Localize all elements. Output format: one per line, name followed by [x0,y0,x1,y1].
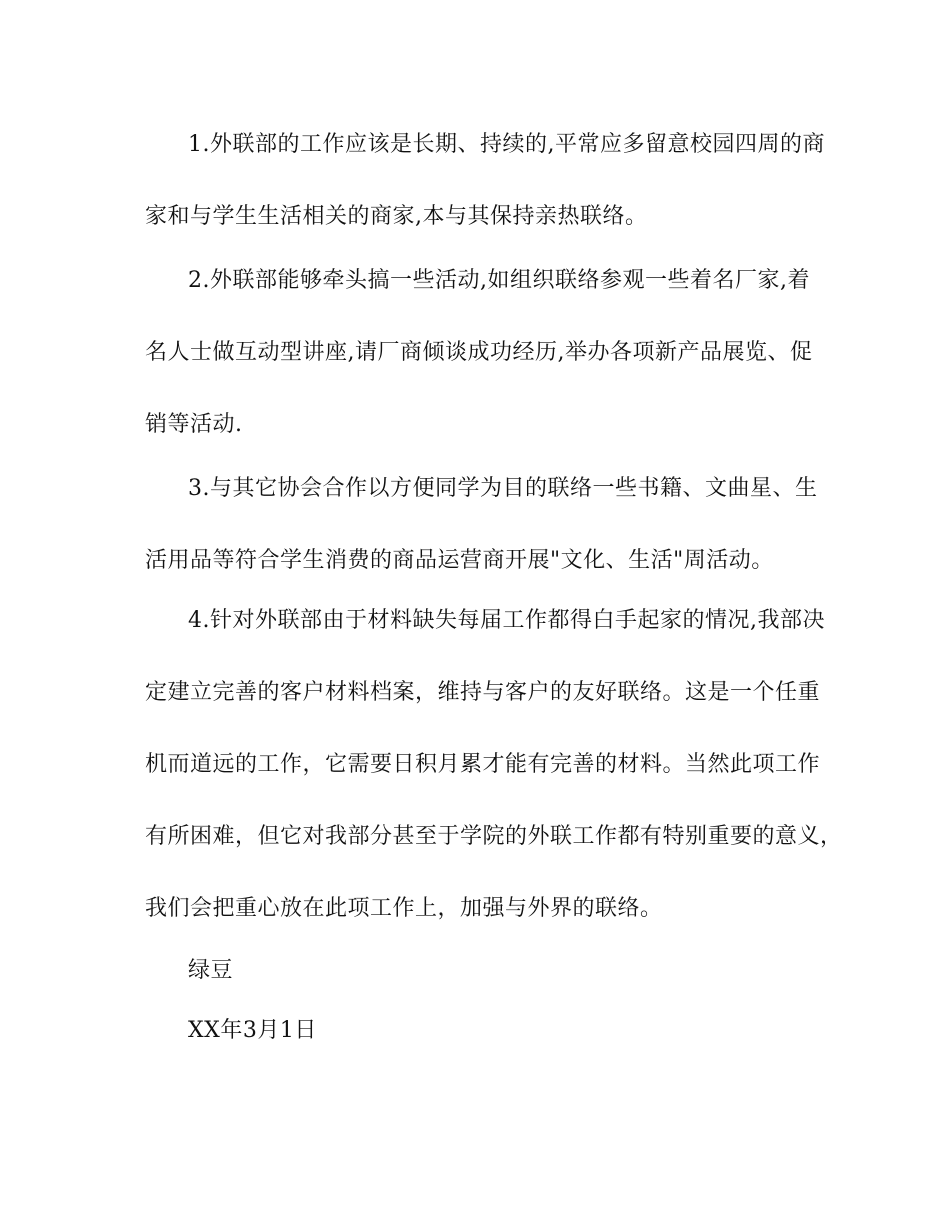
paragraph-4-line-4: 有所困难，但它对我部分甚至于学院的外联工作都有特别重要的意义， [145,824,843,849]
paragraph-1-line-2: 家和与学生生活相关的商家,本与其保持亲热联络。 [145,204,648,229]
paragraph-3-line-1: 3.与其它协会合作以方便同学为目的联络一些书籍、文曲星、生 [188,476,818,501]
paragraph-1-line-1: 1.外联部的工作应该是长期、持续的,平常应多留意校园四周的商 [188,132,825,157]
paragraph-4-line-1: 4.针对外联部由于材料缺失每届工作都得白手起家的情况,我部决 [188,608,825,633]
paragraph-2-line-3: 销等活动. [145,412,243,437]
paragraph-2-line-2: 名人士做互动型讲座,请厂商倾谈成功经历,举办各项新产品展览、促 [145,340,813,365]
paragraph-3-line-2: 活用品等符合学生消费的商品运营商开展"文化、生活"周活动。 [145,548,774,573]
paragraph-4-line-5: 我们会把重心放在此项工作上，加强与外界的联络。 [145,896,663,921]
document-date: XX年3月1日 [188,1018,317,1043]
paragraph-2-line-1: 2.外联部能够牵头搞一些活动,如组织联络参观一些着名厂家,着 [188,268,810,293]
paragraph-4-line-2: 定建立完善的客户材料档案，维持与客户的友好联络。这是一个任重 [145,680,821,705]
signature: 绿豆 [188,958,234,983]
paragraph-4-line-3: 机而道远的工作，它需要日积月累才能有完善的材料。当然此项工作 [145,752,821,777]
